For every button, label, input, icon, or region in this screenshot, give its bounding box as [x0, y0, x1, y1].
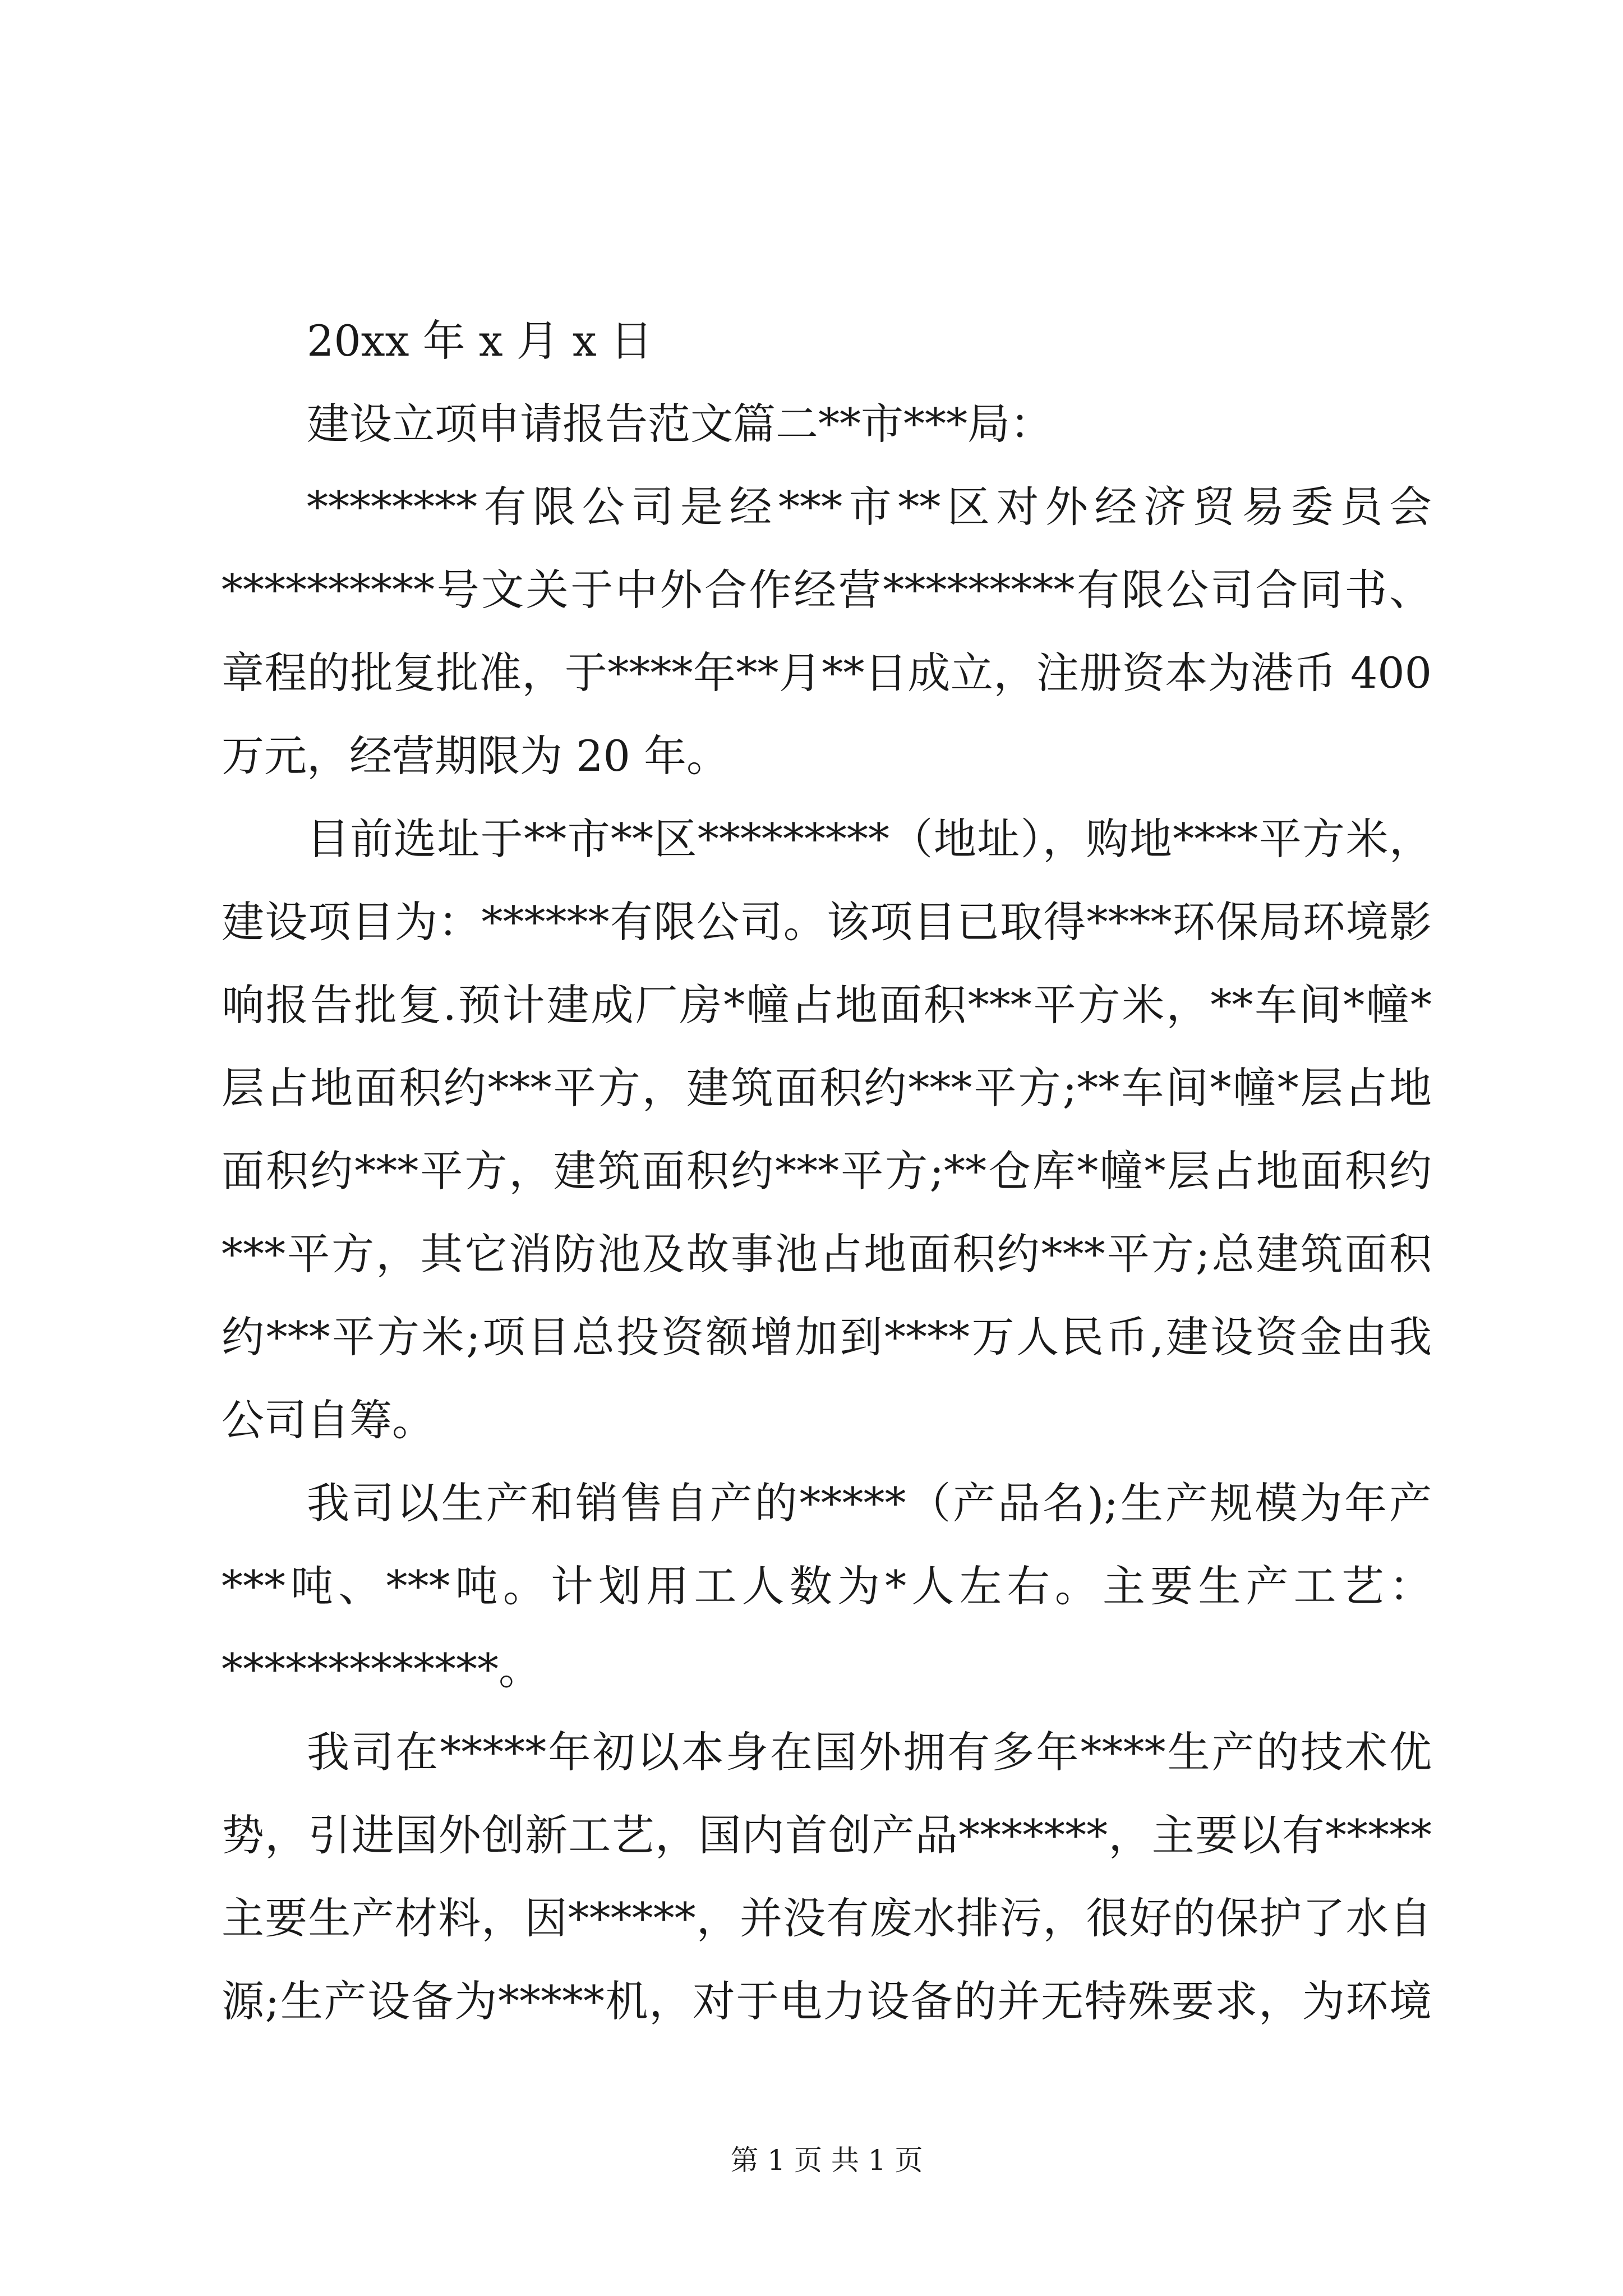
text-line: 20xx 年 x 月 x 日 [307, 316, 653, 366]
text-line: 面积约***平方，建筑面积约***平方;**仓库*幢*层占地面积约 [222, 1146, 1432, 1196]
text-line: 势，引进国外创新工艺，国内首创产品*******，主要以有***** [222, 1810, 1432, 1860]
text-line: ***吨、***吨。计划用工人数为*人左右。主要生产工艺： [222, 1561, 1432, 1611]
text-line: 我司以生产和销售自产的*****（产品名);生产规模为年产 [307, 1478, 1432, 1528]
text-line: **********号文关于中外合作经营*********有限公司合同书、 [222, 565, 1432, 615]
body-paragraph [222, 1462, 1432, 1711]
body-paragraph [222, 466, 1432, 798]
text-line: 响报告批复.预计建成厂房*幢占地面积***平方米，**车间*幢* [222, 980, 1432, 1030]
text-line: 层占地面积约***平方，建筑面积约***平方;**车间*幢*层占地 [222, 1063, 1432, 1113]
text-line: 主要生产材料，因******，并没有废水排污，很好的保护了水自 [222, 1893, 1432, 1943]
document-body [222, 300, 1432, 2043]
text-line: 目前选址于**市**区*********（地址），购地****平方米， [307, 814, 1432, 864]
date-paragraph [222, 300, 1432, 383]
text-line: 我司在*****年初以本身在国外拥有多年****生产的技术优 [307, 1727, 1432, 1777]
body-paragraph [222, 798, 1432, 1462]
body-paragraph [222, 1711, 1432, 2043]
page-number-footer: 第 1 页 共 1 页 [730, 2144, 923, 2177]
text-line: *************。 [222, 1644, 541, 1694]
text-line: 约***平方米;项目总投资额增加到****万人民币,建设资金由我 [222, 1312, 1432, 1362]
text-line: ***平方，其它消防池及故事池占地面积约***平方;总建筑面积 [222, 1229, 1432, 1279]
text-line: 公司自筹。 [222, 1395, 435, 1445]
text-line: 万元，经营期限为 20 年。 [222, 731, 730, 781]
text-line: ********有限公司是经***市**区对外经济贸易委员会 [307, 482, 1432, 532]
text-line: 章程的批复批准，于****年**月**日成立，注册资本为港币 400 [222, 648, 1432, 698]
text-line: 建设项目为：******有限公司。该项目已取得****环保局环境影 [222, 897, 1432, 947]
heading-paragraph [222, 383, 1432, 466]
text-line: 建设立项申请报告范文篇二**市***局： [307, 399, 1053, 449]
text-line: 源;生产设备为*****机，对于电力设备的并无特殊要求，为环境 [222, 1976, 1432, 2026]
